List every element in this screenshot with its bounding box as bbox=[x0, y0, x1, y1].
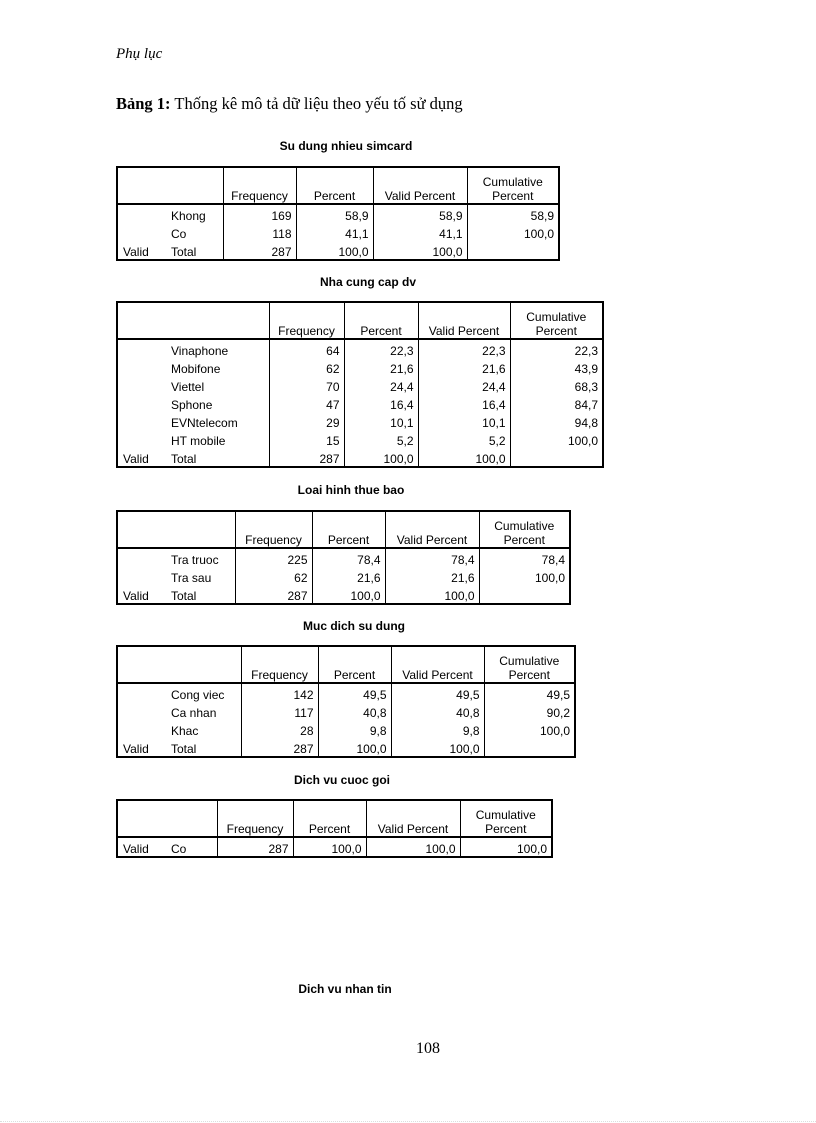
cell-frequency: 15 bbox=[269, 430, 344, 448]
cell-cumulative: 22,3 bbox=[510, 339, 603, 358]
cell-frequency: 62 bbox=[235, 567, 312, 585]
col-frequency: Frequency bbox=[269, 302, 344, 339]
col-valid-percent: Valid Percent bbox=[366, 800, 460, 837]
table-caption bbox=[116, 94, 463, 114]
appendix-header: Phụ lục bbox=[116, 46, 163, 62]
cell-percent: 100,0 bbox=[344, 448, 418, 467]
cell-frequency: 169 bbox=[223, 204, 296, 223]
cell-percent: 100,0 bbox=[296, 241, 373, 260]
cell-valid-percent: 100,0 bbox=[418, 448, 510, 467]
row-label: Vinaphone bbox=[167, 339, 269, 358]
cell-frequency: 287 bbox=[269, 448, 344, 467]
cell-valid-percent: 100,0 bbox=[391, 738, 484, 757]
row-label: Total bbox=[167, 738, 241, 757]
row-group-label: Valid bbox=[117, 548, 167, 604]
cell-valid-percent: 21,6 bbox=[385, 567, 479, 585]
cell-cumulative bbox=[467, 241, 559, 260]
stats-table-provider bbox=[116, 301, 604, 468]
row-group-label: Valid bbox=[117, 204, 167, 260]
cell-cumulative: 58,9 bbox=[467, 204, 559, 223]
cell-frequency: 118 bbox=[223, 223, 296, 241]
cell-frequency: 64 bbox=[269, 339, 344, 358]
row-label: Sphone bbox=[167, 394, 269, 412]
cell-cumulative bbox=[479, 585, 570, 604]
cell-cumulative: 100,0 bbox=[467, 223, 559, 241]
cell-cumulative: 49,5 bbox=[484, 683, 575, 702]
row-label: Mobifone bbox=[167, 358, 269, 376]
col-percent: Percent bbox=[344, 302, 418, 339]
col-percent: Percent bbox=[318, 646, 391, 683]
stats-table-simcard bbox=[116, 166, 560, 261]
cell-percent: 22,3 bbox=[344, 339, 418, 358]
cell-percent: 49,5 bbox=[318, 683, 391, 702]
cell-percent: 100,0 bbox=[293, 837, 366, 857]
row-label: Total bbox=[167, 585, 235, 604]
cell-percent: 21,6 bbox=[344, 358, 418, 376]
row-label: Viettel bbox=[167, 376, 269, 394]
col-valid-percent: Valid Percent bbox=[391, 646, 484, 683]
col-frequency: Frequency bbox=[223, 167, 296, 204]
cell-valid-percent: 10,1 bbox=[418, 412, 510, 430]
row-label: Khong bbox=[167, 204, 223, 223]
table-title: Loai hinh thue bao bbox=[297, 483, 405, 497]
cell-percent: 100,0 bbox=[312, 585, 385, 604]
cell-frequency: 287 bbox=[223, 241, 296, 260]
cell-valid-percent: 5,2 bbox=[418, 430, 510, 448]
cell-valid-percent: 100,0 bbox=[366, 837, 460, 857]
cell-percent: 24,4 bbox=[344, 376, 418, 394]
table-title: Nha cung cap dv bbox=[319, 275, 417, 289]
caption-label: Bảng 1: bbox=[116, 94, 171, 113]
caption-text: Thống kê mô tả dữ liệu theo yếu tố sử dụng bbox=[170, 94, 463, 113]
cell-valid-percent: 21,6 bbox=[418, 358, 510, 376]
row-label: Total bbox=[167, 241, 223, 260]
row-group-label: Valid bbox=[117, 683, 167, 757]
col-cumulative-percent: Cumulative Percent bbox=[467, 167, 559, 204]
cell-frequency: 117 bbox=[241, 702, 318, 720]
col-valid-percent: Valid Percent bbox=[373, 167, 467, 204]
cell-cumulative: 43,9 bbox=[510, 358, 603, 376]
cell-cumulative: 90,2 bbox=[484, 702, 575, 720]
page-number: 108 bbox=[416, 1040, 440, 1057]
col-valid-percent: Valid Percent bbox=[418, 302, 510, 339]
cell-frequency: 142 bbox=[241, 683, 318, 702]
table-title: Dich vu cuoc goi bbox=[293, 773, 390, 787]
cell-valid-percent: 58,9 bbox=[373, 204, 467, 223]
cell-cumulative: 94,8 bbox=[510, 412, 603, 430]
cell-valid-percent: 9,8 bbox=[391, 720, 484, 738]
cell-frequency: 287 bbox=[217, 837, 293, 857]
cell-valid-percent: 78,4 bbox=[385, 548, 479, 567]
col-frequency: Frequency bbox=[217, 800, 293, 837]
cell-percent: 10,1 bbox=[344, 412, 418, 430]
table-title: Dich vu nhan tin bbox=[298, 982, 392, 996]
col-percent: Percent bbox=[293, 800, 366, 837]
cell-frequency: 225 bbox=[235, 548, 312, 567]
stats-table-subscription bbox=[116, 510, 571, 605]
row-label: Tra truoc bbox=[167, 548, 235, 567]
col-frequency: Frequency bbox=[241, 646, 318, 683]
cell-percent: 5,2 bbox=[344, 430, 418, 448]
cell-valid-percent: 16,4 bbox=[418, 394, 510, 412]
cell-frequency: 287 bbox=[241, 738, 318, 757]
row-label: Total bbox=[167, 448, 269, 467]
cell-cumulative: 100,0 bbox=[479, 567, 570, 585]
row-group-label: Valid bbox=[117, 339, 167, 467]
row-label: Ca nhan bbox=[167, 702, 241, 720]
cell-cumulative: 78,4 bbox=[479, 548, 570, 567]
cell-valid-percent: 40,8 bbox=[391, 702, 484, 720]
row-label: Co bbox=[167, 223, 223, 241]
cell-percent: 58,9 bbox=[296, 204, 373, 223]
cell-percent: 9,8 bbox=[318, 720, 391, 738]
col-valid-percent: Valid Percent bbox=[385, 511, 479, 548]
row-label: Tra sau bbox=[167, 567, 235, 585]
row-label: HT mobile bbox=[167, 430, 269, 448]
cell-cumulative: 100,0 bbox=[484, 720, 575, 738]
row-label: Khac bbox=[167, 720, 241, 738]
col-cumulative-percent: Cumulative Percent bbox=[510, 302, 603, 339]
cell-percent: 100,0 bbox=[318, 738, 391, 757]
col-cumulative-percent: Cumulative Percent bbox=[460, 800, 552, 837]
cell-cumulative: 84,7 bbox=[510, 394, 603, 412]
cell-frequency: 62 bbox=[269, 358, 344, 376]
stats-table-purpose bbox=[116, 645, 576, 758]
row-label: EVNtelecom bbox=[167, 412, 269, 430]
row-label: Co bbox=[167, 837, 217, 857]
cell-valid-percent: 41,1 bbox=[373, 223, 467, 241]
col-cumulative-percent: Cumulative Percent bbox=[479, 511, 570, 548]
cell-frequency: 287 bbox=[235, 585, 312, 604]
cell-valid-percent: 24,4 bbox=[418, 376, 510, 394]
stats-table-call-service bbox=[116, 799, 553, 858]
cell-percent: 40,8 bbox=[318, 702, 391, 720]
cell-percent: 41,1 bbox=[296, 223, 373, 241]
cell-frequency: 29 bbox=[269, 412, 344, 430]
cell-cumulative: 68,3 bbox=[510, 376, 603, 394]
cell-valid-percent: 100,0 bbox=[373, 241, 467, 260]
col-cumulative-percent: Cumulative Percent bbox=[484, 646, 575, 683]
cell-percent: 78,4 bbox=[312, 548, 385, 567]
col-percent: Percent bbox=[312, 511, 385, 548]
col-percent: Percent bbox=[296, 167, 373, 204]
cell-frequency: 28 bbox=[241, 720, 318, 738]
cell-cumulative bbox=[484, 738, 575, 757]
cell-percent: 16,4 bbox=[344, 394, 418, 412]
cell-cumulative: 100,0 bbox=[510, 430, 603, 448]
table-title: Muc dich su dung bbox=[303, 619, 405, 633]
col-frequency: Frequency bbox=[235, 511, 312, 548]
table-title: Su dung nhieu simcard bbox=[279, 139, 413, 153]
cell-frequency: 70 bbox=[269, 376, 344, 394]
cell-percent: 21,6 bbox=[312, 567, 385, 585]
cell-cumulative bbox=[510, 448, 603, 467]
cell-valid-percent: 22,3 bbox=[418, 339, 510, 358]
cell-valid-percent: 100,0 bbox=[385, 585, 479, 604]
row-group-label: Valid bbox=[117, 837, 167, 857]
cell-cumulative: 100,0 bbox=[460, 837, 552, 857]
cell-valid-percent: 49,5 bbox=[391, 683, 484, 702]
row-label: Cong viec bbox=[167, 683, 241, 702]
cell-frequency: 47 bbox=[269, 394, 344, 412]
